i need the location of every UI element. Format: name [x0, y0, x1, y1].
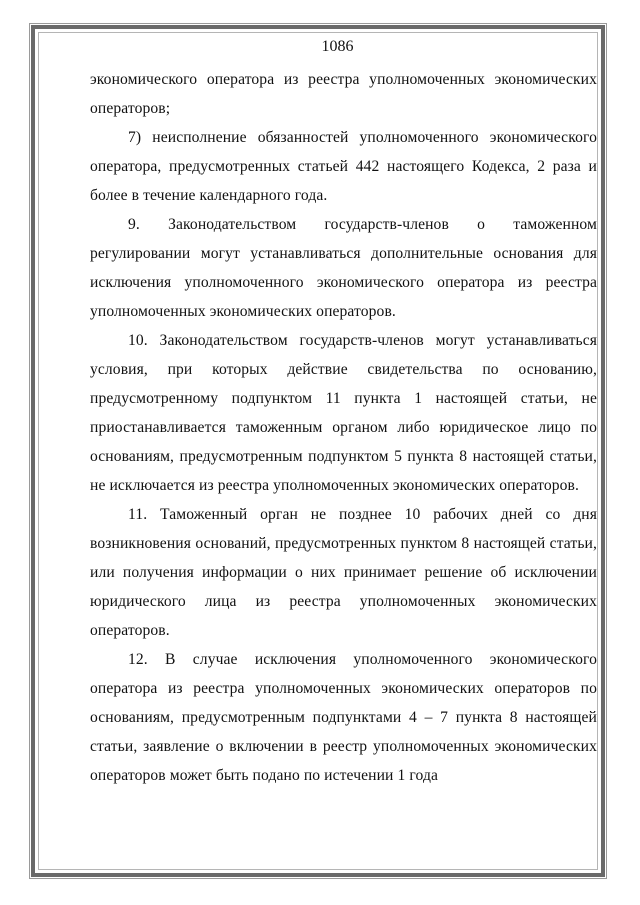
paragraph-item-9: 9. Законодательством государств-членов о таможенном регулировании могут устанавливаться дополнительные основания для исключения уполномоченного экономического оператора из реестра уполномоченных экономических операторов.: [90, 216, 597, 320]
paragraph-item-12: 12. В случае исключения уполномоченного экономического оператора из реестра уполномоченных экономических операторов по основаниям, предусмотренным подпунктами 4 – 7 пункта 8 настоящей статьи, заявление о включении в реестр уполномоченных экономических операторов может быть подано по истечении 1 года: [90, 651, 597, 784]
paragraph-continuation: экономического оператора из реестра уполномоченных экономических операторов;: [90, 71, 597, 117]
document-body: [90, 34, 597, 790]
page-number: 1086: [321, 38, 354, 55]
paragraph-item-7: 7) неисполнение обязанностей уполномоченного экономического оператора, предусмотренных статьей 442 настоящего Кодекса, 2 раза и более в течение календарного года.: [90, 129, 597, 204]
paragraph-item-11: 11. Таможенный орган не позднее 10 рабочих дней со дня возникновения оснований, предусмотренных пунктом 8 настоящей статьи, или получения информации о них принимает решение об исключении юридического лица из реестра уполномоченных экономических операторов.: [90, 506, 597, 639]
paragraph-item-10: 10. Законодательством государств-членов могут устанавливаться условия, при которых действие свидетельства по основанию, предусмотренному подпунктом 11 пункта 1 настоящей статьи, не приостанавливается таможенным органом либо юридическое лицо по основаниям, предусмотренным подпунктом 5 пункта 8 настоящей статьи, не исключается из реестра уполномоченных экономических операторов.: [90, 332, 597, 494]
